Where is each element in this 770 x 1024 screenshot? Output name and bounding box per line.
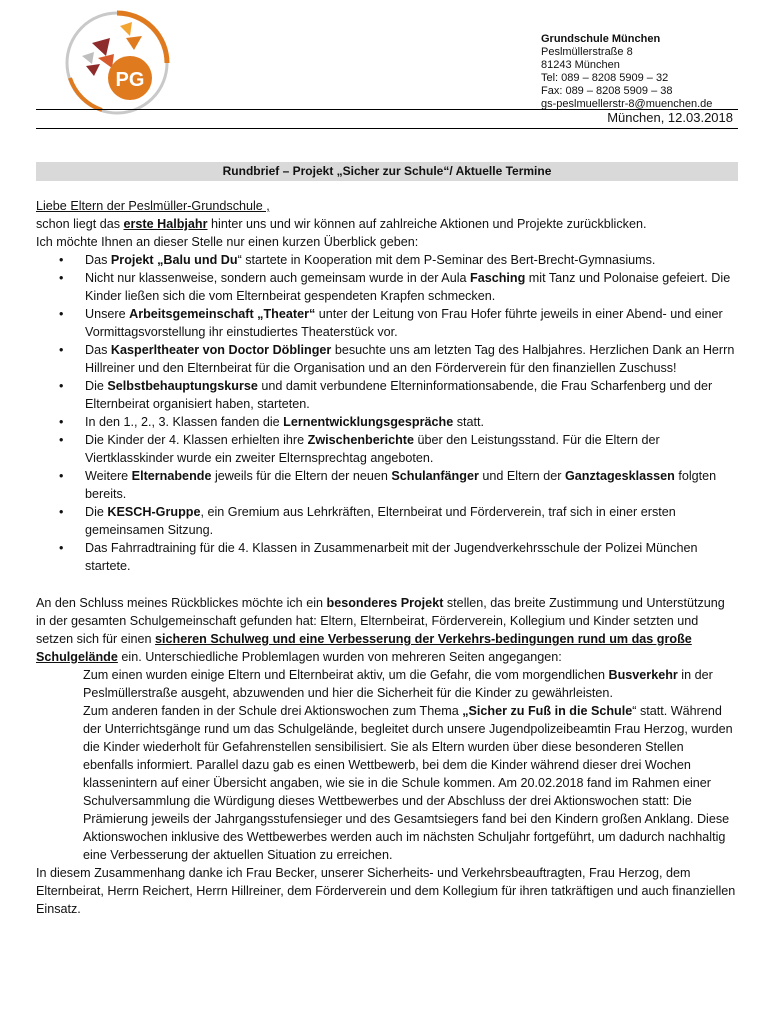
logo-text: PG (115, 69, 145, 91)
list-item: • Weitere Elternabende jeweils für die Eltern der neuen Schulanfänger und Eltern der Ganztagesklassen folgten bereits. (85, 467, 736, 503)
action-weeks-paragraph: Zum anderen fanden in der Schule drei Aktionswochen zum Thema „Sicher zu Fuß in die Schule“ statt. Während der Unterrichtsgänge rund um das Schulgelände, begleitet durch unsere Jugendpolizeibeamtin Frau Herzog, wurden die Kinder wiederholt für Gefahrenstellen sensibilisiert. Sie als Eltern wurden über diese besonderen Stellen ebenfalls informiert. Parallel dazu gab es einen Wettbewerb, bei dem die Kinder während dieser drei Wochen klassenintern auf einer Übersicht angaben, wie sie in die Schule kommen. Am 20.02.2018 fand im Rahmen einer Schulversammlung die Würdigung dieses Wettbewerbes und der Abschluss der drei Aktionswochen statt: Die Prämierung jeweils der Jahrgangsstufensieger und des Gesamtsiegers fand bei den Kindern großen Anklang. Diese Aktionswochen inklusive des Wettbewerbes werden auch im nächsten Schuljahr fortgeführt, um dadurch nachhaltig eine Verbesserung der aktuellen Situation zu erreichen. (83, 704, 733, 862)
school-street: Peslmüllerstraße 8 (541, 46, 633, 58)
list-item: • Das Projekt „Balu und Du“ startete in Kooperation mit dem P-Seminar des Bert-Brecht-Gymnasiums. (85, 251, 736, 269)
school-fax: Fax: 089 – 8208 5909 – 38 (541, 85, 673, 97)
school-address (541, 33, 712, 111)
list-item: • Die KESCH-Gruppe, ein Gremium aus Lehrkräften, Elternbeirat und Förderverein, traf sich in einer ersten gemeinsamen Sitzung. (85, 503, 736, 539)
bus-paragraph: Zum einen wurden einige Eltern und Elternbeirat aktiv, um die Gefahr, die vom morgendlichen Busverkehr in der Peslmüllerstraße ausgeht, abzuwenden und hier die Sicherheit für die Kinder zu gewährleisten. (83, 668, 713, 700)
letter-date: München, 12.03.2018 (607, 110, 733, 125)
school-tel: Tel: 089 – 8208 5909 – 32 (541, 72, 669, 84)
list-item: • Das Fahrradtraining für die 4. Klassen in Zusammenarbeit mit der Jugendverkehrsschule der Polizei München startete. (85, 539, 736, 575)
list-item: • Unsere Arbeitsgemeinschaft „Theater“ unter der Leitung von Frau Hofer führte jeweils in einer Abend- und einer Vormittagsvorstellung ihr einstudiertes Theaterstück vor. (85, 305, 736, 341)
list-item: • In den 1., 2., 3. Klassen fanden die Lernentwicklungsgespräche statt. (85, 413, 736, 431)
list-item: • Das Kasperltheater von Doctor Döblinger besuchte uns am letzten Tag des Halbjahres. Herzlichen Dank an Herrn Hillreiner und den Elternbeirat für die Organisation und an den Förderverein für den finanziellen Zuschuss! (85, 341, 736, 377)
school-name: Grundschule München (541, 33, 661, 45)
school-email: gs-peslmuellerstr-8@muenchen.de (541, 98, 713, 110)
list-item: • Die Kinder der 4. Klassen erhielten ihre Zwischenberichte über den Leistungsstand. Für die Eltern der Viertklasskinder wurde ein zweiter Elternsprechtag angeboten. (85, 431, 736, 467)
list-item: • Die Selbstbehauptungskurse und damit verbundene Elterninformationsabende, die Frau Scharfenberg und der Elternbeirat organisiert haben, starteten. (85, 377, 736, 413)
school-logo (62, 8, 172, 118)
project-paragraph: An den Schluss meines Rückblickes möchte ich ein besonderes Projekt stellen, das breite Zustimmung und Unterstützung in der gesamten Schulgemeinschaft gefunden hat: Eltern, Elternbeirat, Förderverein, Kollegium und Kinder setzten und setzen sich für einen sicheren Schulweg und eine Verbesserung der Verkehrs-bedingungen rund um das große Schulgelände ein. Unterschiedliche Problemlagen wurden von mehreren Seiten angegangen: (36, 596, 725, 664)
list-item: • Nicht nur klassenweise, sondern auch gemeinsam wurde in der Aula Fasching mit Tanz und Polonaise gefeiert. Die Kinder ließen sich die vom Elternbeirat gespendeten Krapfen schmecken. (85, 269, 736, 305)
greeting: Liebe Eltern der Peslmüller-Grundschule , (36, 199, 270, 213)
closing-paragraph: In diesem Zusammenhang danke ich Frau Becker, unserer Sicherheits- und Verkehrsbeauftragten, Frau Herzog, dem Elternbeirat, Herrn Reichert, Herrn Hillreiner, dem Förderverein und dem Kollegium für ihren tatkräftigen und auch finanziellen Einsatz. (36, 866, 736, 916)
school-city: 81243 München (541, 59, 620, 71)
letter-body (36, 197, 736, 918)
date-rule (36, 128, 738, 129)
overview-list (36, 251, 736, 575)
letter-subject: Rundbrief – Projekt „Sicher zur Schule“/ Aktuelle Termine (36, 162, 738, 181)
intro-paragraph: schon liegt das erste Halbjahr hinter uns und wir können auf zahlreiche Aktionen und Projekte zurückblicken. Ich möchte Ihnen an dieser Stelle nur einen kurzen Überblick geben: (36, 217, 647, 249)
